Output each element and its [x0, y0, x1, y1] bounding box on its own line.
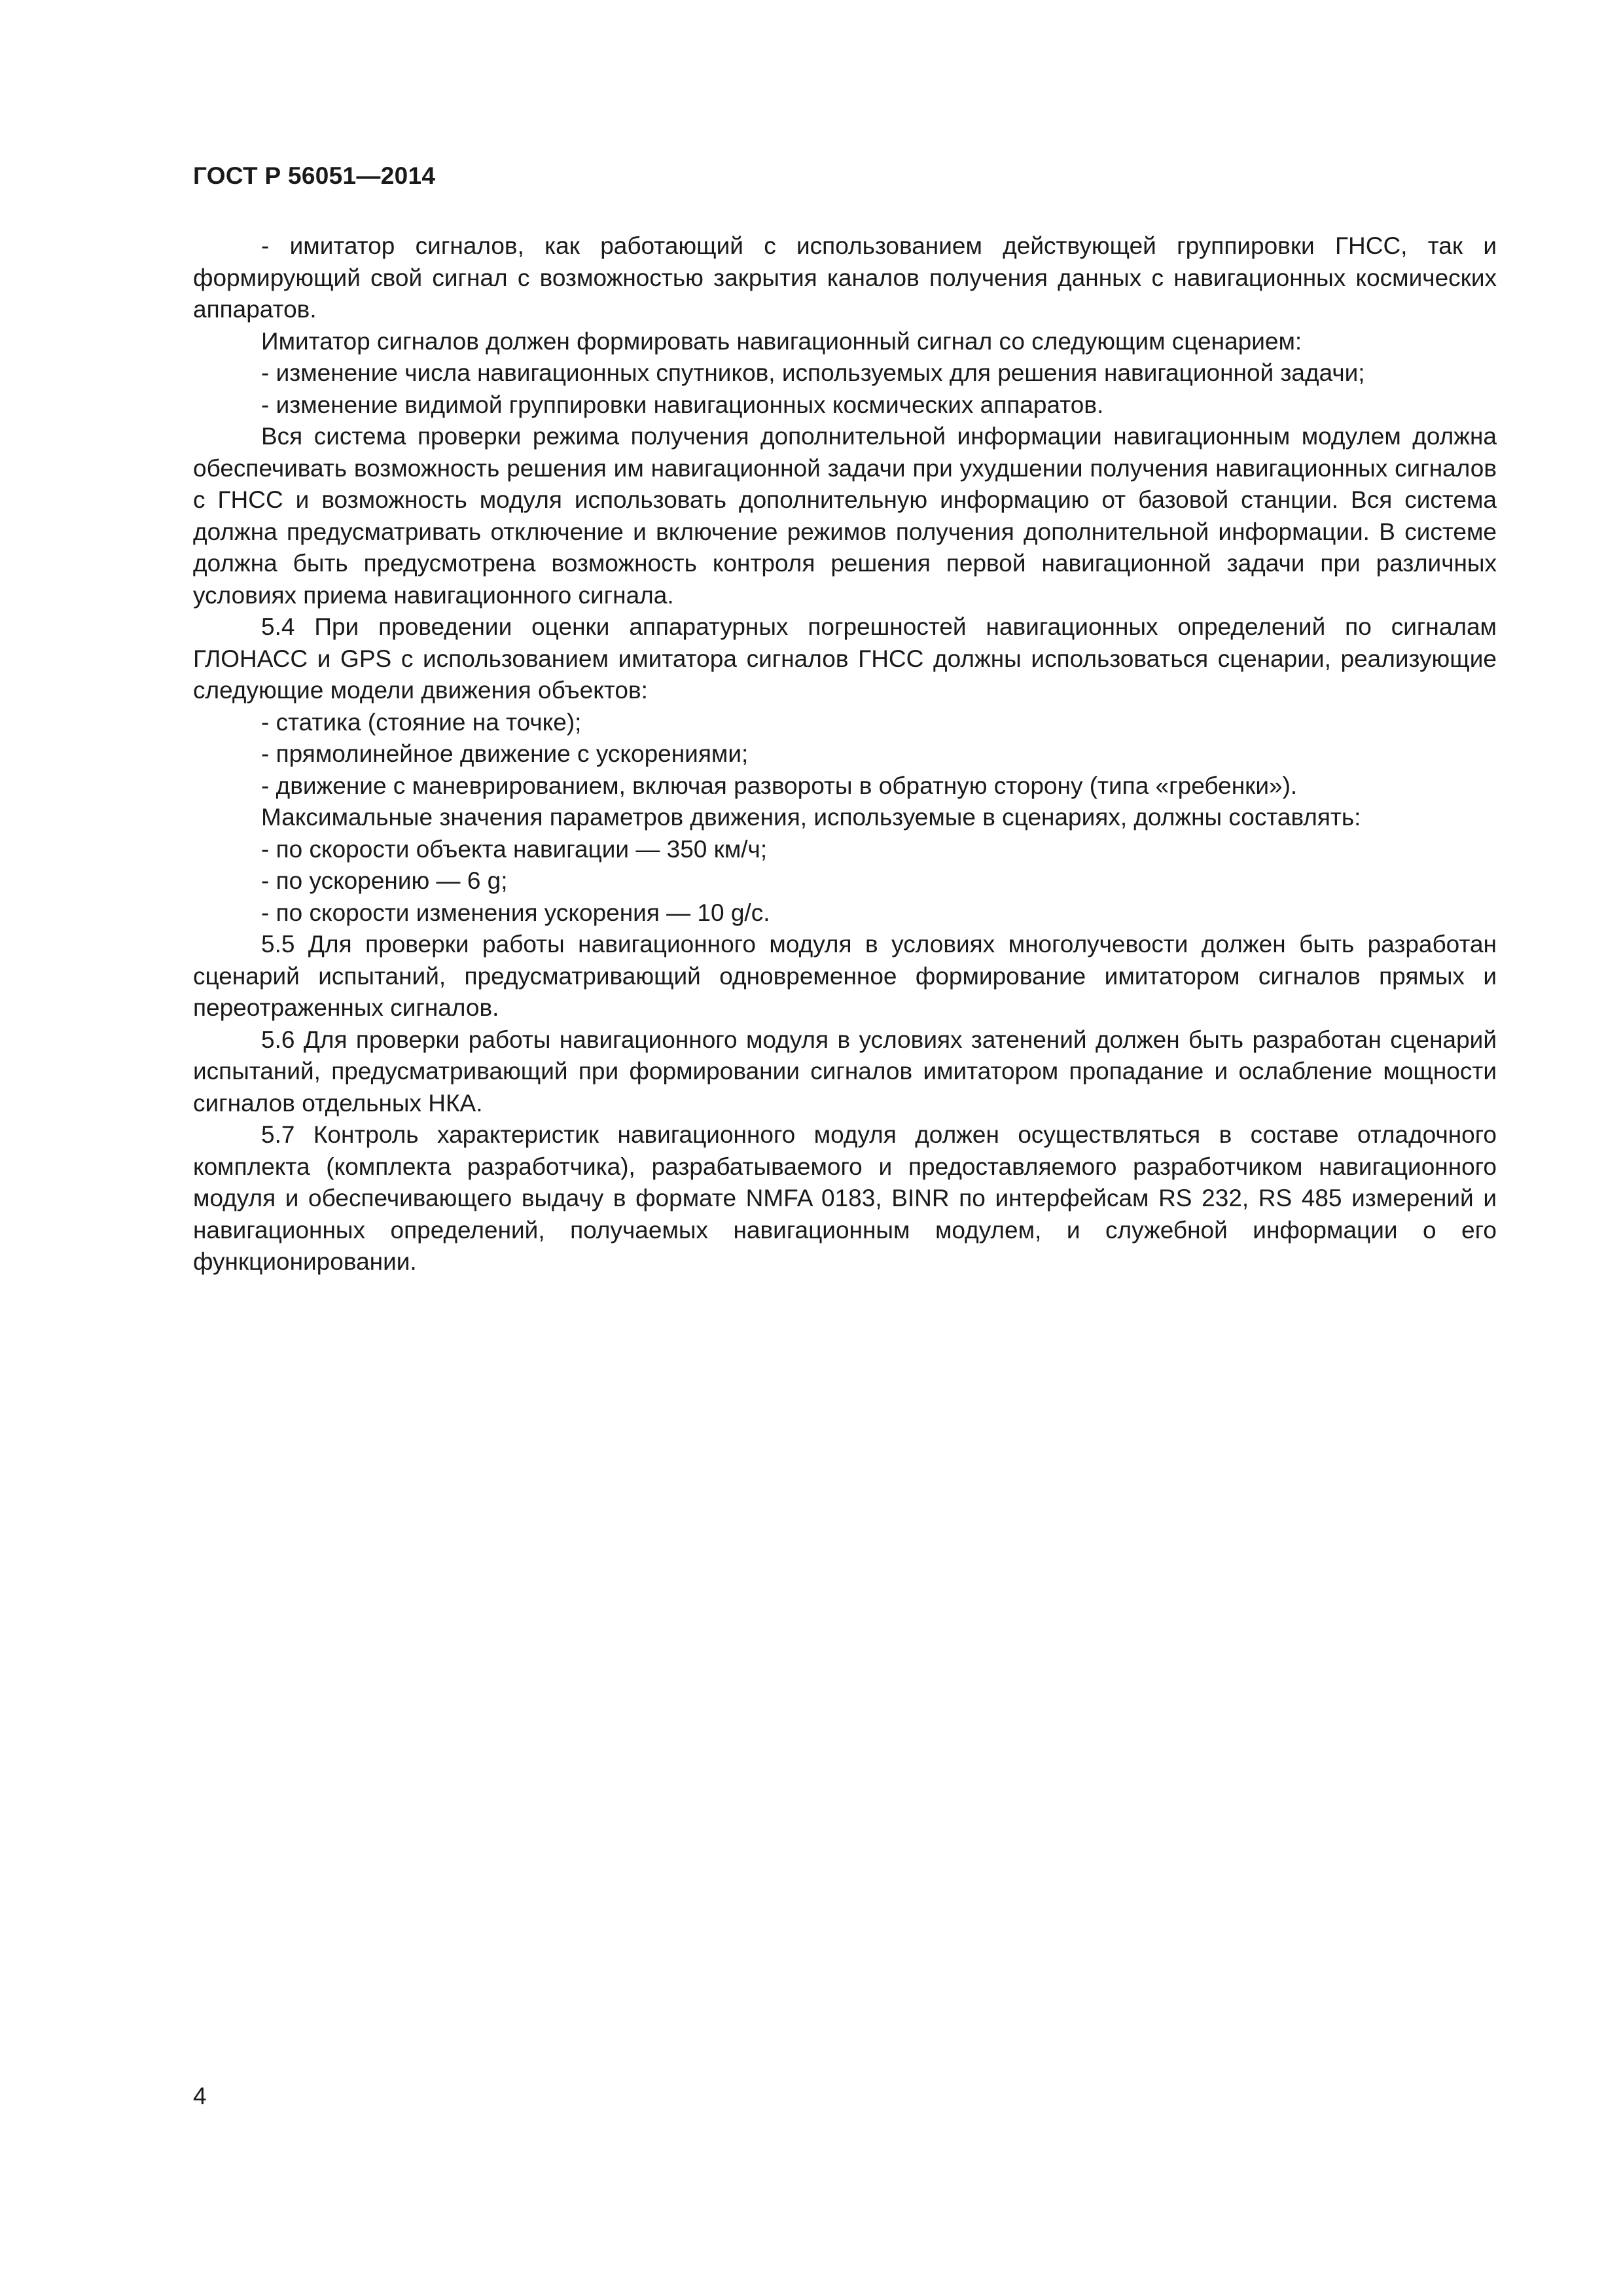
document-header: ГОСТ Р 56051—2014	[193, 162, 436, 189]
paragraph: Максимальные значения параметров движения, используемые в сценариях, должны составлять:	[261, 804, 1361, 831]
paragraph: - прямолинейное движение с ускорениями;	[261, 740, 749, 767]
paragraph: - имитатор сигналов, как работающий с использованием действующей группировки ГНСС, так и формирующий свой сигнал с возможностью закрытия каналов получения данных с навигационных космических аппаратов.	[193, 232, 1497, 323]
paragraph: - изменение видимой группировки навигационных космических аппаратов.	[261, 391, 1104, 418]
paragraph: Имитатор сигналов должен формировать навигационный сигнал со следующим сценарием:	[261, 327, 1302, 355]
paragraph: - статика (стояние на точке);	[261, 708, 582, 736]
paragraph: 5.7 Контроль характеристик навигационного модуля должен осуществляться в составе отладочного комплекта (комплекта разработчика), разрабатываемого и предоставляемого разработчиком навигационного модуля и обеспечивающего выдачу в формате NMFA 0183, BINR по интерфейсам RS 232, RS 485 измерений и навигационных определений, получаемых навигационным модулем, и служебной информации о его функционировании.	[193, 1121, 1497, 1275]
page-number: 4	[193, 2083, 207, 2109]
paragraph: Вся система проверки режима получения дополнительной информации навигационным модулем должна обеспечивать возможность решения им навигационной задачи при ухудшении получения навигационных сигналов с ГНСС и возможность модуля использовать дополнительную информацию от базовой станции. Вся система должна предусматривать отключение и включение режимов получения дополнительной информации. В системе должна быть предусмотрена возможность контроля решения первой навигационной задачи при различных условиях приема навигационного сигнала.	[193, 423, 1497, 609]
paragraph: 5.4 При проведении оценки аппаратурных погрешностей навигационных определений по сигналам ГЛОНАСС и GPS с использованием имитатора сигналов ГНСС должны использоваться сценарии, реализующие следующие модели движения объектов:	[193, 613, 1497, 704]
paragraph: - движение с маневрированием, включая развороты в обратную сторону (типа «гребенки»).	[261, 772, 1298, 799]
paragraph: - изменение числа навигационных спутников, используемых для решения навигационной задачи;	[261, 359, 1365, 386]
document-body	[193, 230, 1497, 1278]
paragraph: 5.6 Для проверки работы навигационного модуля в условиях затенений должен быть разработан сценарий испытаний, предусматривающий при формировании сигналов имитатором пропадание и ослабление мощности сигналов отдельных НКА.	[193, 1026, 1497, 1117]
paragraph: - по скорости изменения ускорения — 10 g/c.	[261, 899, 770, 926]
paragraph: 5.5 Для проверки работы навигационного модуля в условиях многолучевости должен быть разработан сценарий испытаний, предусматривающий одновременное формирование имитатором сигналов прямых и переотраженных сигналов.	[193, 931, 1497, 1021]
paragraph: - по скорости объекта навигации — 350 км/ч;	[261, 835, 768, 863]
paragraph: - по ускорению — 6 g;	[261, 867, 508, 894]
